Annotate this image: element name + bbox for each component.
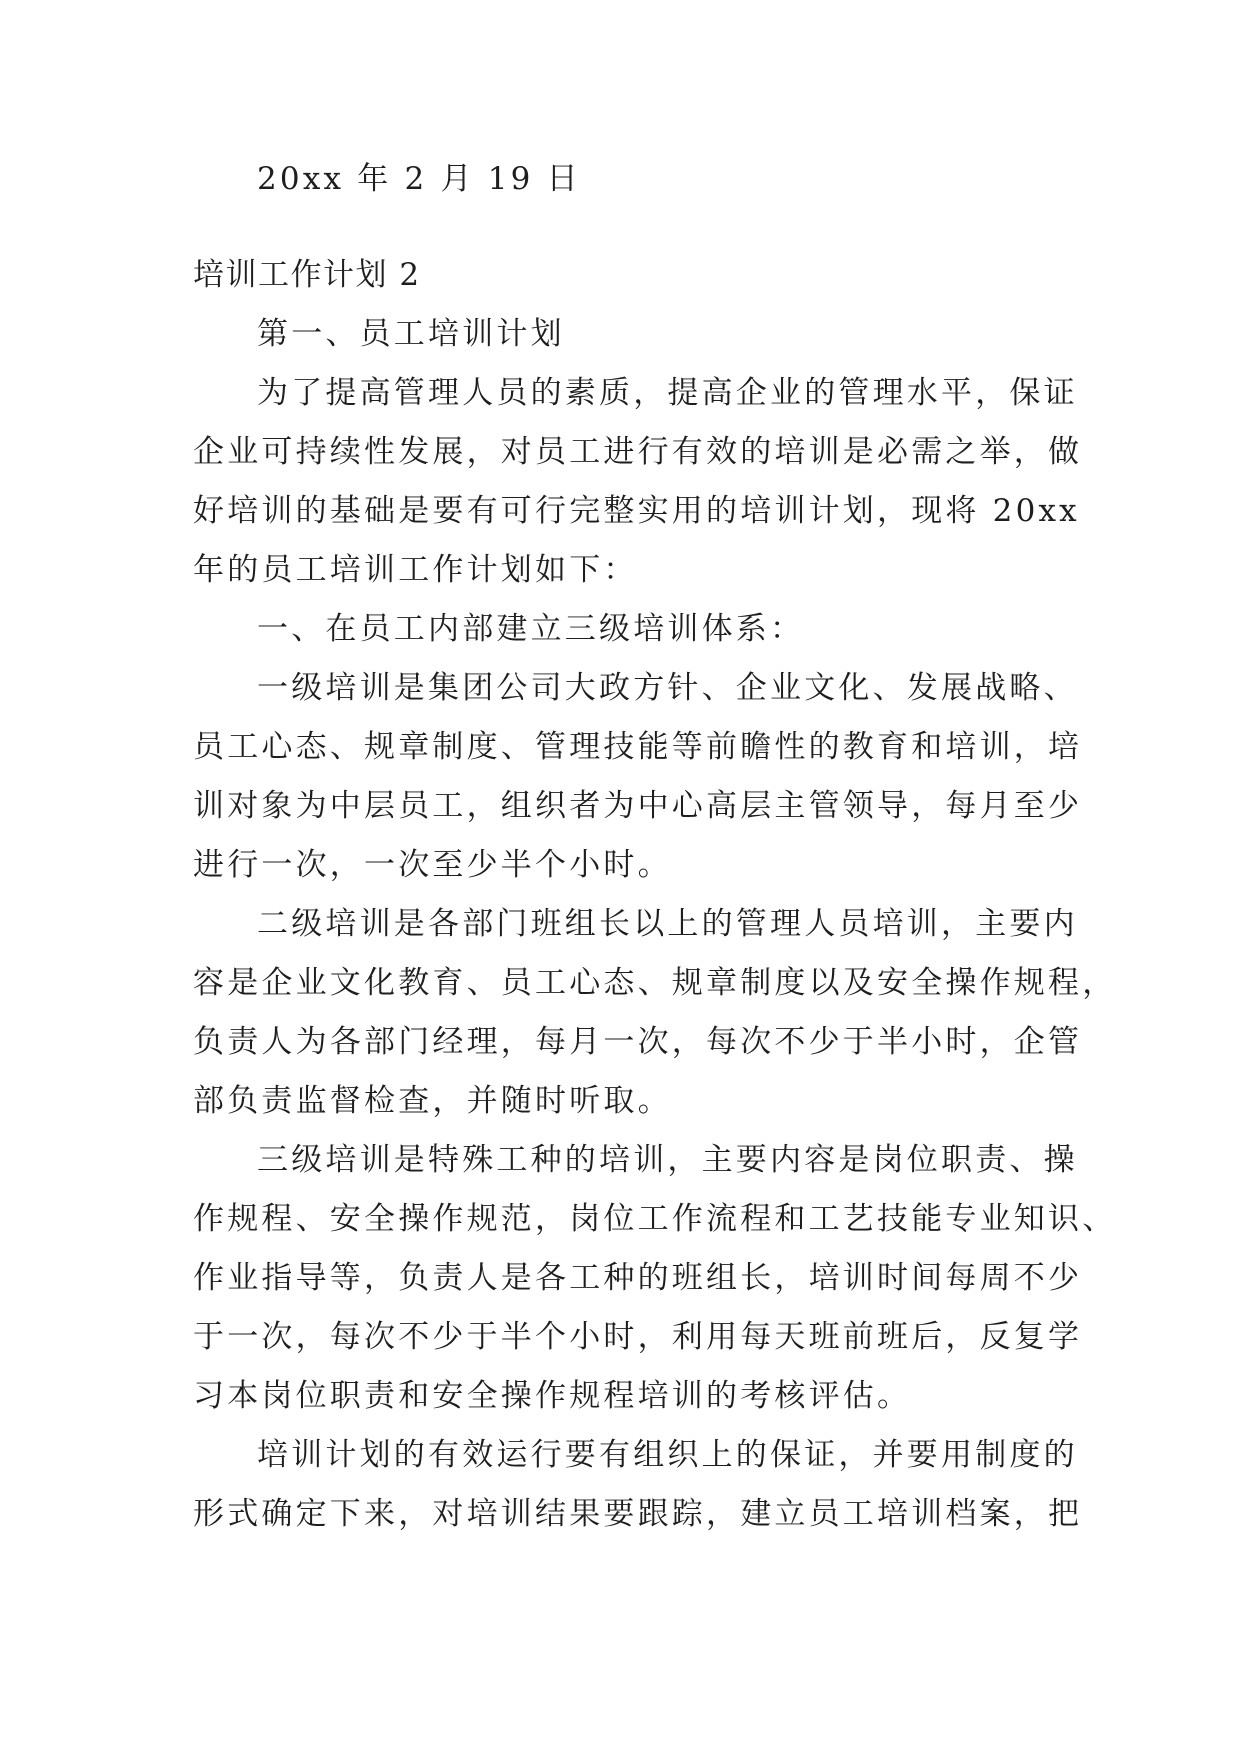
date-line: 20xx 年 2 月 19 日 (257, 161, 581, 197)
paragraph-line: 年的员工培训工作计划如下： (193, 552, 638, 588)
paragraph-line: 容是企业文化教育、员工心态、规章制度以及安全操作规程， (193, 965, 1117, 1001)
plan-heading: 培训工作计划 2 (193, 257, 421, 293)
paragraph-level-two (193, 895, 1117, 1131)
paragraph-level-three (193, 1131, 1117, 1426)
paragraph-line: 培训计划的有效运行要有组织上的保证，并要用制度的 (257, 1437, 1078, 1473)
paragraph-line: 企业可持续性发展，对员工进行有效的培训是必需之举，做 (193, 434, 1083, 470)
paragraph-line: 一、在员工内部建立三级培训体系： (257, 611, 805, 647)
paragraph-level-one (193, 659, 1083, 895)
paragraph-organization (193, 1426, 1083, 1544)
paragraph-line: 负责人为各部门经理，每月一次，每次不少于半小时，企管 (193, 1024, 1083, 1060)
paragraph-line: 进行一次，一次至少半个小时。 (193, 847, 672, 883)
paragraph-line: 好培训的基础是要有可行完整实用的培训计划，现将 20xx (193, 493, 1080, 529)
section-title: 第一、员工培训计划 (257, 316, 565, 352)
paragraph-line: 训对象为中层员工，组织者为中心高层主管领导，每月至少 (193, 788, 1083, 824)
paragraph-line: 三级培训是特殊工种的培训，主要内容是岗位职责、操 (257, 1142, 1078, 1178)
paragraph-line: 为了提高管理人员的素质，提高企业的管理水平，保证 (257, 375, 1078, 411)
paragraph-line: 习本岗位职责和安全操作规程培训的考核评估。 (193, 1378, 912, 1414)
paragraph-line: 二级培训是各部门班组长以上的管理人员培训，主要内 (257, 906, 1078, 942)
paragraph-line: 作业指导等，负责人是各工种的班组长，培训时间每周不少 (193, 1260, 1083, 1296)
document-body (193, 150, 1117, 1544)
paragraph-line: 作规程、安全操作规范，岗位工作流程和工艺技能专业知识、 (193, 1201, 1117, 1237)
paragraph-system-heading (193, 600, 1053, 659)
paragraph-line: 于一次，每次不少于半个小时，利用每天班前班后，反复学 (193, 1319, 1083, 1355)
paragraph-line: 一级培训是集团公司大政方针、企业文化、发展战略、 (257, 670, 1078, 706)
paragraph-line: 部负责监督检查，并随时听取。 (193, 1083, 672, 1119)
paragraph-line: 员工心态、规章制度、管理技能等前瞻性的教育和培训，培 (193, 729, 1083, 765)
paragraph-intro (193, 364, 1083, 600)
paragraph-line: 形式确定下来，对培训结果要跟踪，建立员工培训档案，把 (193, 1496, 1083, 1532)
